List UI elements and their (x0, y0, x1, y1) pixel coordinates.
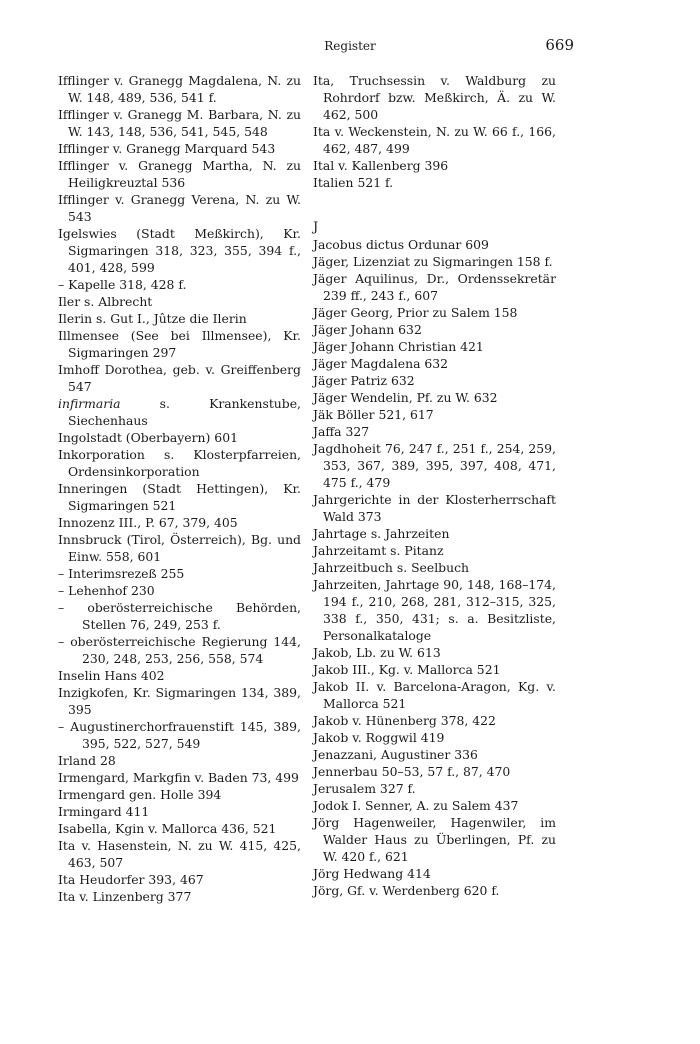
index-subentry: – Kapelle 318, 428 f. (58, 277, 187, 292)
index-entry: Italien 521 f. (313, 175, 394, 190)
index-entry: Ifflinger v. Granegg Martha, N. zu Heiligkreuztal 536 (58, 158, 301, 190)
index-entry: Jaffa 327 (313, 424, 370, 439)
index-entry: Inneringen (Stadt Hettingen), Kr. Sigmaringen 521 (58, 481, 301, 513)
index-entry: Jäger, Lizenziat zu Sigmaringen 158 f. (313, 254, 553, 269)
index-entry: Jahrzeitbuch s. Seelbuch (313, 560, 470, 575)
index-entry: Jagdhoheit 76, 247 f., 251 f., 254, 259, 353, 367, 389, 395, 397, 408, 471, 475 f., 479 (313, 441, 556, 490)
index-entry: Irland 28 (58, 753, 116, 768)
index-entry: Jäger Magdalena 632 (313, 356, 449, 371)
index-entry: Jennerbau 50–53, 57 f., 87, 470 (313, 764, 511, 779)
index-entry: Ifflinger v. Granegg Verena, N. zu W. 543 (58, 192, 301, 224)
index-subentry: – Interimsrezeß 255 (58, 566, 185, 581)
index-entry: Imhoff Dorothea, geb. v. Greiffenberg 547 (58, 362, 301, 394)
index-entry: Jahrzeitamt s. Pitanz (313, 543, 444, 558)
index-entry: Ita Heudorfer 393, 467 (58, 872, 204, 887)
index-entry: Jäk Böller 521, 617 (313, 407, 434, 422)
index-entry: Jäger Georg, Prior zu Salem 158 (313, 305, 518, 320)
index-entry: Jenazzani, Augustiner 336 (313, 747, 478, 762)
index-subentry: – oberösterreichische Behörden, Stellen 76, 249, 253 f. (58, 600, 301, 632)
index-entry: Inzigkofen, Kr. Sigmaringen 134, 389, 395 (58, 685, 301, 717)
index-entry (58, 395, 301, 429)
index-subentry: – Augustinerchorfrauenstift 145, 389, 395, 522, 527, 549 (58, 719, 301, 751)
index-entry: Jörg, Gf. v. Werdenberg 620 f. (313, 883, 500, 898)
index-entry: Jäger Wendelin, Pf. zu W. 632 (313, 390, 498, 405)
index-entry: Jahrgerichte in der Klosterherrschaft Wald 373 (313, 492, 556, 524)
index-entry: Iler s. Albrecht (58, 294, 153, 309)
index-entry: Irmengard, Markgfin v. Baden 73, 499 (58, 770, 299, 785)
index-entry: Jerusalem 327 f. (313, 781, 416, 796)
running-head: Register (324, 39, 376, 53)
index-entry: Innsbruck (Tirol, Österreich), Bg. und Einw. 558, 601 (58, 532, 301, 564)
index-entry: Innozenz III., P. 67, 379, 405 (58, 515, 238, 530)
index-entry: Jörg Hedwang 414 (313, 866, 431, 881)
index-entry: Jäger Patriz 632 (313, 373, 415, 388)
index-entry: Jäger Aquilinus, Dr., Ordenssekretär 239 ff., 243 f., 607 (313, 271, 556, 303)
index-subentry: – Lehenhof 230 (58, 583, 155, 598)
index-entry: Ilerin s. Gut I., Jûtze die Ilerin (58, 311, 247, 326)
index-entry: Jacobus dictus Ordunar 609 (313, 237, 489, 252)
index-entry: Jakob II. v. Barcelona-Aragon, Kg. v. Mallorca 521 (313, 679, 556, 711)
page-header (30, 36, 670, 60)
index-entry: Ifflinger v. Granegg Marquard 543 (58, 141, 276, 156)
index-entry: Ifflinger v. Granegg M. Barbara, N. zu W. 143, 148, 536, 541, 545, 548 (58, 107, 301, 139)
index-entry: Inselin Hans 402 (58, 668, 165, 683)
letter-heading: J (313, 220, 319, 235)
index-entry: Jakob III., Kg. v. Mallorca 521 (313, 662, 501, 677)
index-entry: Jäger Johann 632 (313, 322, 422, 337)
index-entry: Ita v. Linzenberg 377 (58, 889, 192, 904)
index-entry: Ita v. Weckenstein, N. zu W. 66 f., 166, 462, 487, 499 (313, 124, 556, 156)
index-entry: Inkorporation s. Klosterpfarreien, Ordensinkorporation (58, 447, 301, 479)
italic-term: infirmaria (58, 396, 121, 411)
entry-rest: s. Krankenstube, Siechenhaus (68, 396, 301, 428)
left-column (58, 72, 301, 905)
page-number: 669 (545, 36, 574, 54)
index-subentry: – oberösterreichische Regierung 144, 230, 248, 253, 256, 558, 574 (58, 634, 301, 666)
index-entry: Ingolstadt (Oberbayern) 601 (58, 430, 238, 445)
index-entry: Jäger Johann Christian 421 (313, 339, 484, 354)
index-entry: Irmingard 411 (58, 804, 150, 819)
index-entry: Jakob, Lb. zu W. 613 (313, 645, 441, 660)
index-entry: Igelswies (Stadt Meßkirch), Kr. Sigmaringen 318, 323, 355, 394 f., 401, 428, 599 (58, 226, 301, 275)
index-entry: Ita, Truchsessin v. Waldburg zu Rohrdorf bzw. Meßkirch, Ä. zu W. 462, 500 (313, 73, 556, 122)
index-entry: Illmensee (See bei Illmensee), Kr. Sigmaringen 297 (58, 328, 301, 360)
index-entry: Isabella, Kgin v. Mallorca 436, 521 (58, 821, 277, 836)
index-entry: Jahrzeiten, Jahrtage 90, 148, 168–174, 194 f., 210, 268, 281, 312–315, 325, 338 f., 350, 431; s. a. Besitzliste, Personalkataloge (313, 577, 556, 643)
index-entry: Jodok I. Senner, A. zu Salem 437 (313, 798, 519, 813)
index-entry: Jörg Hagenweiler, Hagenwiler, im Walder Haus zu Überlingen, Pf. zu W. 420 f., 621 (313, 815, 556, 864)
section-gap (313, 191, 556, 213)
index-entry: Ifflinger v. Granegg Magdalena, N. zu W. 148, 489, 536, 541 f. (58, 73, 301, 105)
right-column (313, 72, 556, 899)
index-entry: Jakob v. Hünenberg 378, 422 (313, 713, 496, 728)
index-entry: Ital v. Kallenberg 396 (313, 158, 449, 173)
index-entry: Jakob v. Roggwil 419 (313, 730, 445, 745)
index-entry: Irmengard gen. Holle 394 (58, 787, 222, 802)
index-entry: Ita v. Hasenstein, N. zu W. 415, 425, 463, 507 (58, 838, 301, 870)
index-entry: Jahrtage s. Jahrzeiten (313, 526, 450, 541)
